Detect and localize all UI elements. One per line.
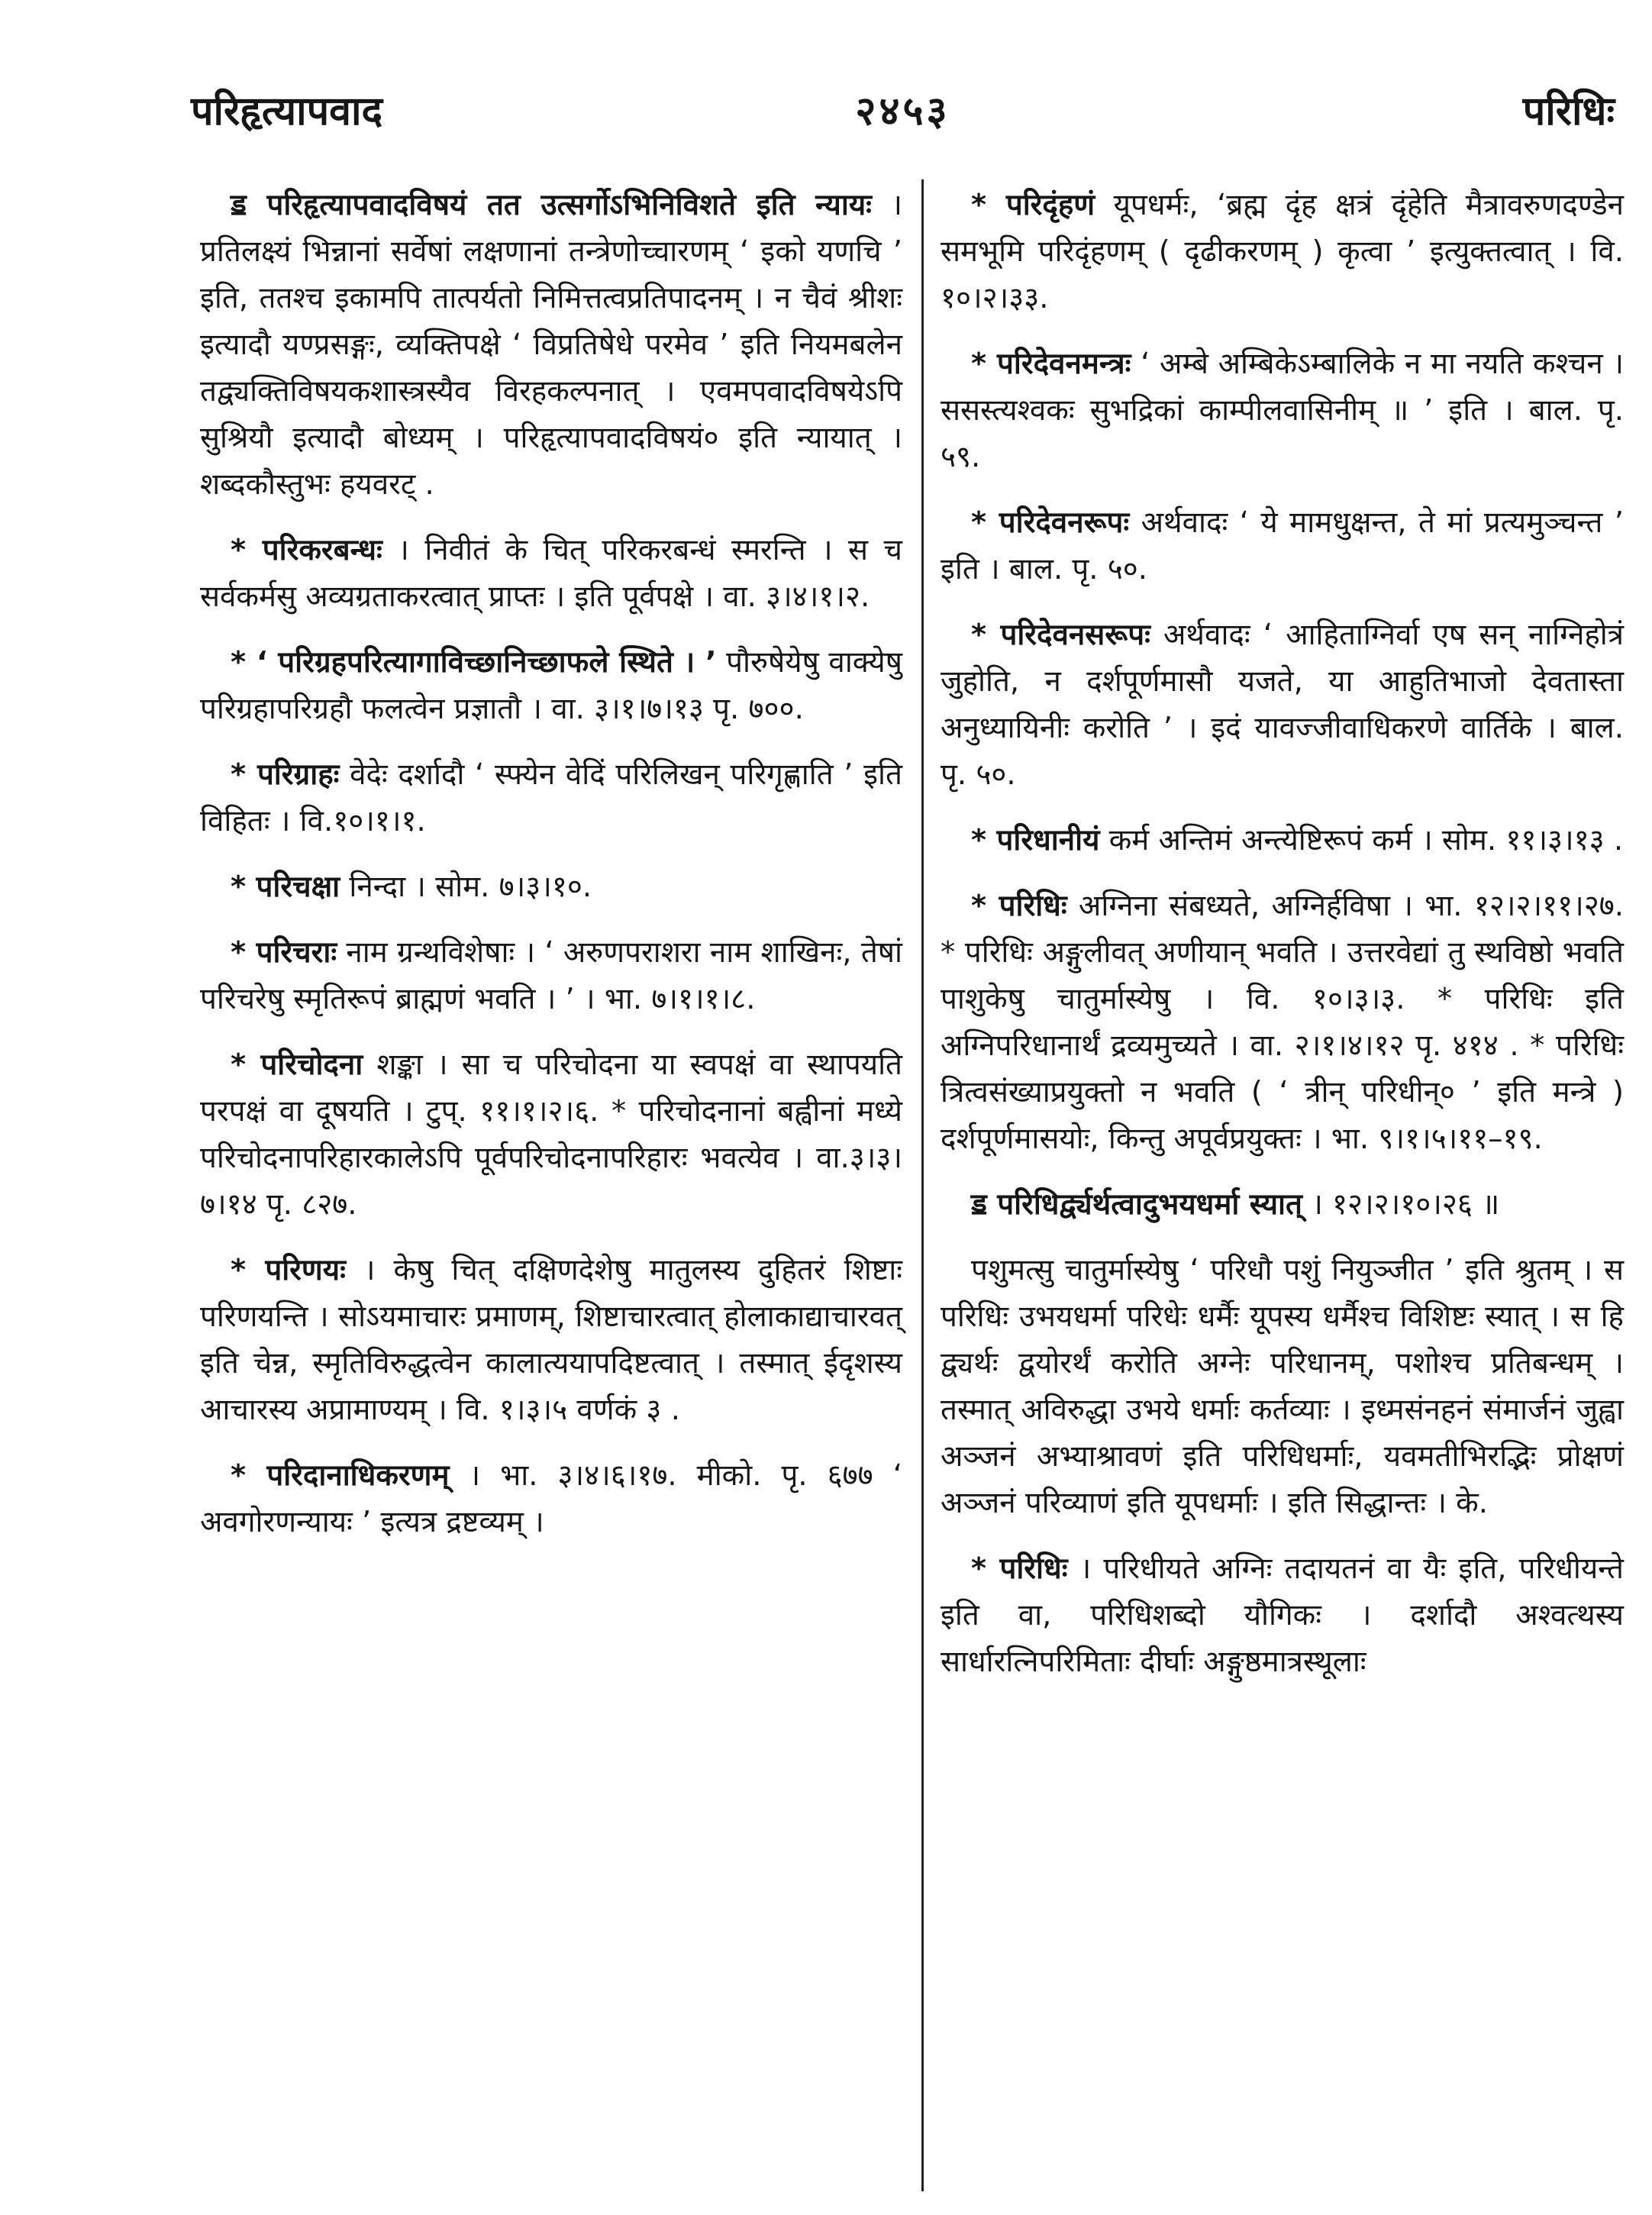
entry-text: नाम ग्रन्थविशेषाः । ‘ अरुणपराशरा नाम शाखिनः, तेषां परिचरेषु स्मृतिरूपं ब्राह्मणं भवति । ’ । भा. ७।१।१।८. — [200, 935, 902, 1016]
dictionary-entry — [200, 751, 902, 844]
dictionary-entry — [941, 817, 1624, 864]
entry-headword: परिकरबन्धः — [262, 533, 382, 567]
entry-headword: परिधिर्द्व्यर्थत्वादुभयधर्मा स्यात् — [997, 1187, 1302, 1222]
entry-text: । भा. ३।४।६।१७. मीको. पृ. ६७७ ‘ अवगोरणन्यायः ’ इत्यत्र द्रष्टव्यम् । — [200, 1458, 902, 1539]
entry-star-marker: * — [971, 347, 998, 381]
entry-star-marker: * — [971, 889, 999, 923]
entry-headword: परिदेवनमन्त्रः — [997, 347, 1131, 381]
entry-text: । परिधीयते अग्निः तदायतनं वा यैः इति, परिधीयन्ते इति वा, परिधिशब्दो यौगिकः । दर्शादौ अश्वत्थस्य सार्धारत्निपरिमिताः दीर्घाः अङ्गुष्ठमात्रस्थूलाः — [941, 1551, 1624, 1679]
entry-headword: परिचक्षा — [256, 870, 340, 904]
page-number: २४५३ — [855, 89, 950, 134]
entry-text: । केषु चित् दक्षिणदेशेषु मातुलस्य दुहितरं शिष्टाः परिणयन्ति । सोऽयमाचारः प्रमाणम्, शिष्टाचारत्वात् होलाकाद्याचारवत् इति चेन्न, स्मृतिविरुद्धत्वेन कालात्ययापदिष्टत्वात् । तस्मात् ईदृशस्य आचारस्य अप्रामाण्यम् । वि. १।३।५ वर्णकं ३ . — [200, 1253, 902, 1427]
header-right-guideword: परिधिः — [1522, 89, 1615, 134]
entry-star-marker: * — [971, 505, 999, 540]
entry-sutra-marker: ॾ — [971, 1187, 998, 1222]
right-column — [941, 182, 1624, 1704]
entry-text: पौरुषेयेषु वाक्येषु परिग्रहापरिग्रहौ फलत्वेन प्रज्ञातौ । वा. ३।१।७।१३ पृ. ७००. — [200, 645, 902, 726]
entry-headword: परिहृत्यापवादविषयं तत उत्सर्गोऽभिनिविशते इति न्यायः — [266, 188, 872, 222]
dictionary-entry — [200, 182, 902, 508]
dictionary-entry — [941, 1545, 1624, 1685]
dictionary-entry — [941, 341, 1624, 480]
dictionary-entry — [941, 612, 1624, 798]
left-column — [200, 182, 902, 1564]
entry-star-marker: * — [231, 645, 257, 680]
entry-text: निन्दा । सोम. ७।३।१०. — [340, 870, 592, 904]
entry-text: अर्थवादः ‘ ये मामधुक्षन्त, ते मां प्रत्यमुञ्चन्त ’ इति । बाल. पृ. ५०. — [941, 505, 1624, 586]
dictionary-entry — [200, 929, 902, 1022]
entry-headword: परिचराः — [256, 935, 337, 970]
entry-text: यूपधर्मः, ‘ब्रह्म दृंह क्षत्रं दृंहेति मैत्रावरुणदण्डेन समभूमि परिदृंहणम् ( दृढीकरणम् ) कृत्वा ’ इत्युक्तत्वात् । वि. १०।२।३३. — [941, 188, 1624, 315]
dictionary-entry — [941, 499, 1624, 592]
entry-text: । प्रतिलक्ष्यं भिन्नानां सर्वेषां लक्षणानां तन्त्रेणोच्चारणम् ‘ इको यणचि ’ इति, ततश्च इकामपि तात्पर्यतो निमित्तत्वप्रतिपादनम् । न चैवं श्रीशः इत्यादौ यण्प्रसङ्गः, व्यक्तिपक्षे ‘ विप्रतिषेधे परमेव ’ इति नियमबलेन तद्व्यक्तिविषयकशास्त्रस्यैव विरहकल्पनात् । एवमपवादविषयेऽपि सुश्रियौ इत्यादौ बोध्यम् । परिहृत्यापवादविषयं० इति न्यायात् । शब्दकौस्तुभः हयवरट् . — [200, 188, 902, 502]
entry-star-marker: * — [971, 188, 1006, 222]
entry-star-marker: * — [971, 823, 997, 857]
entry-star-marker: * — [231, 935, 257, 970]
dictionary-entry — [200, 864, 902, 910]
entry-headword: परिणयः — [265, 1253, 346, 1287]
entry-text: शङ्का । सा च परिचोदना या स्वपक्षं वा स्थापयति परपक्षं वा दूषयति । टुप्. ११।१।२।६. * परिचोदनानां बह्वीनां मध्ये परिचोदनापरिहारकालेऽपि पूर्वपरिचोदनापरिहारः भवत्येव । वा.३।३।७।१४ पृ. ८२७. — [200, 1048, 902, 1222]
entry-text: ‘ अम्बे अम्बिकेऽम्बालिके न मा नयति कश्चन । ससस्त्यश्वकः सुभद्रिकां काम्पीलवासिनीम् ॥ ’ इति । बाल. पृ. ५९. — [941, 347, 1625, 474]
entry-star-marker: * — [231, 533, 263, 567]
dictionary-entry — [941, 1181, 1624, 1228]
header-left-guideword: परिहृत्यापवाद — [191, 89, 383, 134]
entry-headword: परिचोदना — [260, 1048, 363, 1082]
dictionary-entry — [200, 1247, 902, 1433]
entry-star-marker: * — [231, 1253, 266, 1287]
entry-headword: परिदानाधिकरणम् — [266, 1458, 450, 1493]
entry-headword: परिदेवनसरूपः — [1000, 618, 1150, 652]
entry-text: अग्निना संबध्यते, अग्निर्हविषा । भा. १२।२।११।२७. * परिधिः अङ्गुलीवत् अणीयान् भवति । उत्तरवेद्यां तु स्थविष्ठो भवति पाशुकेषु चातुर्मास्येषु । वि. १०।३।३. * परिधिः इति अग्निपरिधानार्थं द्रव्यमुच्यते । वा. २।१।४।१२ पृ. ४१४ . * परिधिः त्रित्वसंख्याप्रयुक्तो न भवति ( ‘ त्रीन् परिधीन्० ’ इति मन्त्रे ) दर्शपूर्णमासयोः, किन्तु अपूर्वप्रयुक्तः । भा. ९।१।५।११–१९. — [941, 889, 1624, 1156]
dictionary-entry — [941, 1247, 1624, 1526]
dictionary-entry — [941, 182, 1624, 321]
entry-star-marker: * — [231, 870, 257, 904]
dictionary-entry — [200, 527, 902, 620]
entry-star-marker: * — [231, 1048, 261, 1082]
entry-text: पशुमत्सु चातुर्मास्येषु ‘ परिधौ पशुं नियुञ्जीत ’ इति श्रुतम् । स परिधिः उभयधर्मा परिधेः धर्मैः यूपस्य धर्मैश्च विशिष्टः स्यात् । स हि द्व्यर्थः द्वयोरर्थं करोति अग्नेः परिधानम्, पशोश्च प्रतिबन्धम् । तस्मात् अविरुद्धा उभये धर्माः कर्तव्याः । इध्मसंनहनं संमार्जनं जुह्वा अञ्जनं अभ्याश्रावणं इति परिधिधर्माः, यवमतीभिरद्भिः प्रोक्षणं अञ्जनं परिव्याणं इति यूपधर्माः । इति सिद्धान्तः । के. — [941, 1253, 1624, 1520]
entry-text: । १२।२।१०।२६ ॥ — [1302, 1187, 1500, 1222]
entry-headword: ‘ परिग्रहपरित्यागाविच्छानिच्छाफले स्थिते । ’ — [256, 645, 717, 680]
entry-headword: परिग्राहः — [257, 757, 340, 792]
running-header — [191, 82, 1615, 144]
entry-headword: परिधानीयं — [996, 823, 1100, 857]
entry-text: वेदेः दर्शादौ ‘ स्फ्येन वेदिं परिलिखन् परिगृह्णाति ’ इति विहितः । वि.१०।१।१. — [200, 757, 902, 838]
dictionary-entry — [200, 1452, 902, 1545]
dictionary-entry — [200, 639, 902, 732]
entry-headword: परिदेवनरूपः — [999, 505, 1130, 540]
entry-headword: परिदृंहणं — [1005, 188, 1095, 222]
column-divider — [921, 179, 924, 2191]
entry-star-marker: * — [971, 1551, 1000, 1586]
entry-headword: परिधिः — [999, 889, 1067, 923]
entry-sutra-marker: ॾ — [231, 188, 267, 222]
entry-star-marker: * — [231, 757, 257, 792]
entry-text: । निवीतं के चित् परिकरबन्धं स्मरन्ति । स च सर्वकर्मसु अव्यग्रताकरत्वात् प्राप्तः । इति पूर्वपक्षे । वा. ३।४।१।२. — [200, 533, 903, 614]
entry-headword: परिधिः — [999, 1551, 1068, 1586]
entry-star-marker: * — [231, 1458, 267, 1493]
dictionary-entry — [200, 1041, 902, 1228]
entry-text: कर्म अन्तिमं अन्त्येष्टिरूपं कर्म । सोम. ११।३।१३ . — [1099, 823, 1624, 857]
entry-text: अर्थवादः ‘ आहिताग्निर्वा एष सन् नाग्निहोत्रं जुहोति, न दर्शपूर्णमासौ यजते, या आहुतिभाजो देवतास्ता अनुध्यायिनीः करोति ’ । इदं यावज्जीवाधिकरणे वार्तिके । बाल. पृ. ५०. — [941, 618, 1624, 792]
dictionary-entry — [941, 883, 1624, 1162]
entry-star-marker: * — [971, 618, 1001, 652]
